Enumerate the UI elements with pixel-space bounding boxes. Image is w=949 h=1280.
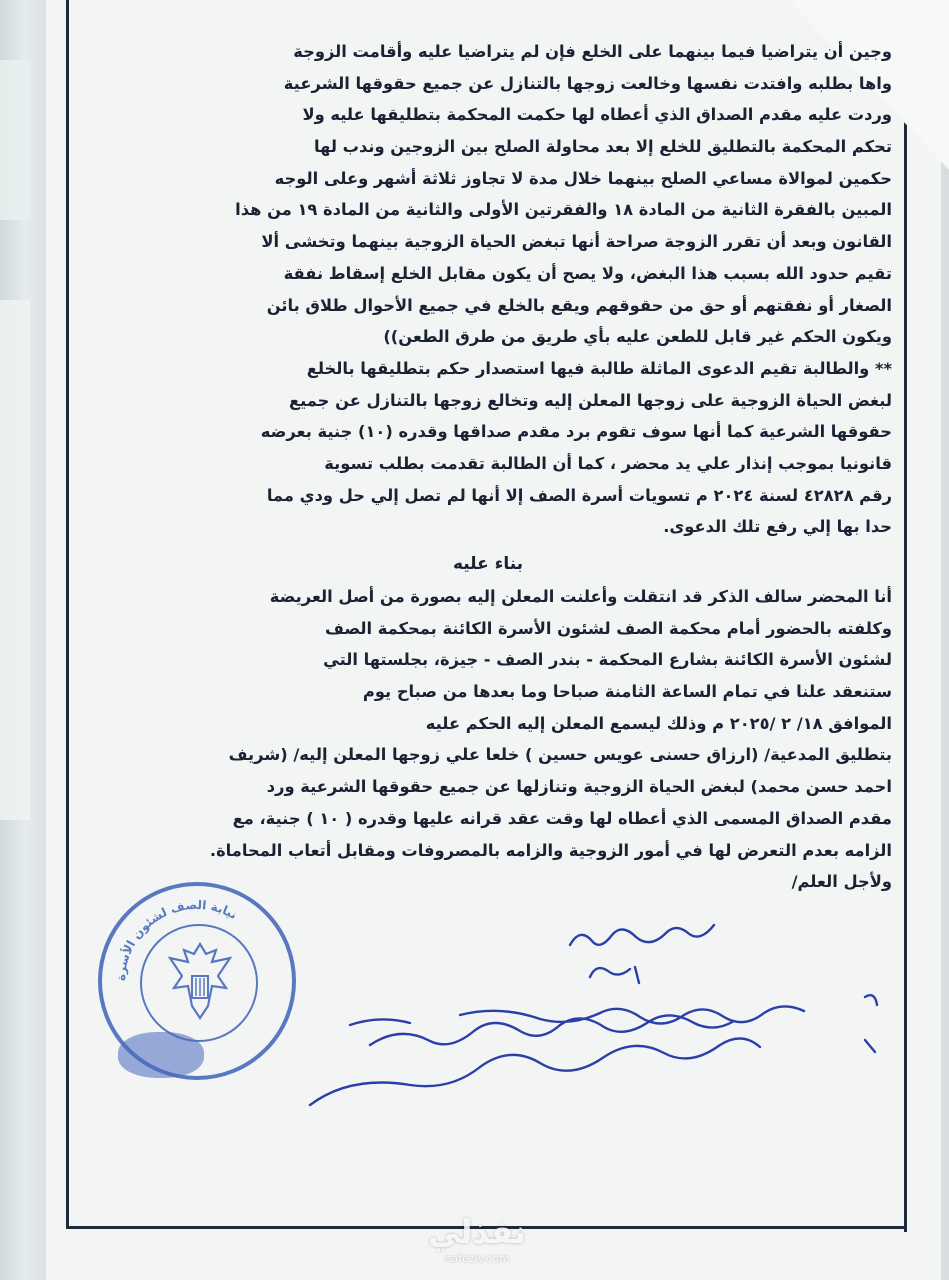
page-border-left [66,0,69,1228]
site-watermark [412,1212,542,1276]
text-line: الصغار أو نفقتهم أو حق من حقوقهم ويقع بالخلع في جميع الأحوال طلاق بائن [266,295,892,315]
text-line: وردت عليه مقدم الصداق الذي أعطاه لها حكمت المحكمة بتطليقها عليه ولا [302,105,892,125]
text-line: رقم ٤٢٨٢٨ لسنة ٢٠٢٤ م تسويات أسرة الصف إلا أنها لم تصل إلي حل ودي مما [266,485,892,505]
text-line: وجين أن يتراضيا فيما بينهما على الخلع فإن لم يتراضيا عليه وأقامت الزوجة [293,42,892,61]
paper-scrap [0,300,30,820]
handwritten-signature [290,905,900,1125]
text-line: واها بطلبه وافتدت نفسها وخالعت زوجها بالتنازل عن جميع حقوقها الشرعية [283,73,892,93]
svg-text:نيابة الصف لشئون الأسرة: نيابة الصف لشئون الأسرة [113,897,240,982]
body-paragraphs-top [84,36,892,543]
page-border-right [904,0,907,1232]
paper-scrap [0,60,30,220]
secondary-stamp-mark [118,1032,204,1078]
text-line: تحكم المحكمة بالتطليق للخلع إلا بعد محاولة الصلح بين الزوجين وندب لها [313,137,892,157]
text-line: قانونيا بموجب إنذار علي يد محضر ، كما أن الطالبة تقدمت بطلب تسوية [324,453,892,473]
text-line: الزامه بعدم التعرض لها في أمور الزوجية والزامه بالمصروفات ومقابل أتعاب المحاماة. [209,840,892,860]
text-line: القانون وبعد أن تقرر الزوجة صراحة أنها تبغض الحياة الزوجية بينهما وتخشى ألا [261,232,892,252]
watermark-brand: نفذلي [428,1213,526,1251]
text-line: ويكون الحكم غير قابل للطعن عليه بأي طريق من طرق الطعن)) [383,327,892,347]
section-heading: بناء عليه [452,554,524,574]
text-line: تقيم حدود الله بسبب هذا البغض، ولا يصح أن يكون مقابل الخلع إسقاط نفقة [283,263,892,283]
text-line: مقدم الصداق المسمى الذي أعطاه لها وقت عقد قرانه عليها وقدره ( ١٠ ) جنية، مع [232,808,892,828]
text-line: حكمين لموالاة مساعي الصلح بينهما خلال مدة لا تجاوز ثلاثة أشهر وعلى الوجه [274,168,892,188]
text-line: أنا المحضر سالف الذكر قد انتقلت وأعلنت المعلن إليه بصورة من أصل العريضة [269,587,892,606]
body-paragraphs-bottom [84,581,892,898]
text-line: لشئون الأسرة الكائنة بشارع المحكمة - بندر الصف - جيزة، بجلستها التي [323,650,892,670]
text-line: ولأجل العلم/ [791,872,892,892]
text-line: حقوقها الشرعية كما أنها سوف تقوم برد مقدم صداقها وقدره (١٠) جنية بعرضه [260,422,892,442]
text-line: حدا بها إلي رفع تلك الدعوى. [663,517,892,537]
text-line: وكلفته بالحضور أمام محكمة الصف لشئون الأسرة الكائنة بمحكمة الصف [324,618,892,638]
document-body [84,36,892,898]
watermark-domain: nafezly.com [444,1252,510,1265]
text-line: ** والطالبة تقيم الدعوى الماثلة طالبة فيها استصدار حكم بتطليقها بالخلع [306,358,892,378]
text-line: المبين بالفقرة الثانية من المادة ١٨ والفقرتين الأولى والثانية من المادة ١٩ من هذا [235,200,892,220]
text-line: ستنعقد علنا في تمام الساعة الثامنة صباحا وما بعدها من صباح يوم [362,682,892,702]
eagle-emblem-icon [160,936,240,1026]
text-line: لبغض الحياة الزوجية على زوجها المعلن إليه وتخالع زوجها بالتنازل عن جميع [289,390,892,410]
text-line: احمد حسن محمد) لبغض الحياة الزوجية وتنازلها عن جميع حقوقها الشرعية ورد [266,777,892,797]
text-line: الموافق ١٨/ ٢ /٢٠٢٥ م وذلك ليسمع المعلن إليه الحكم عليه [425,713,892,733]
text-line: بتطليق المدعية/ (ارزاق حسنى عويس حسين ) خلعا علي زوجها المعلن إليه/ (شريف [228,745,892,765]
